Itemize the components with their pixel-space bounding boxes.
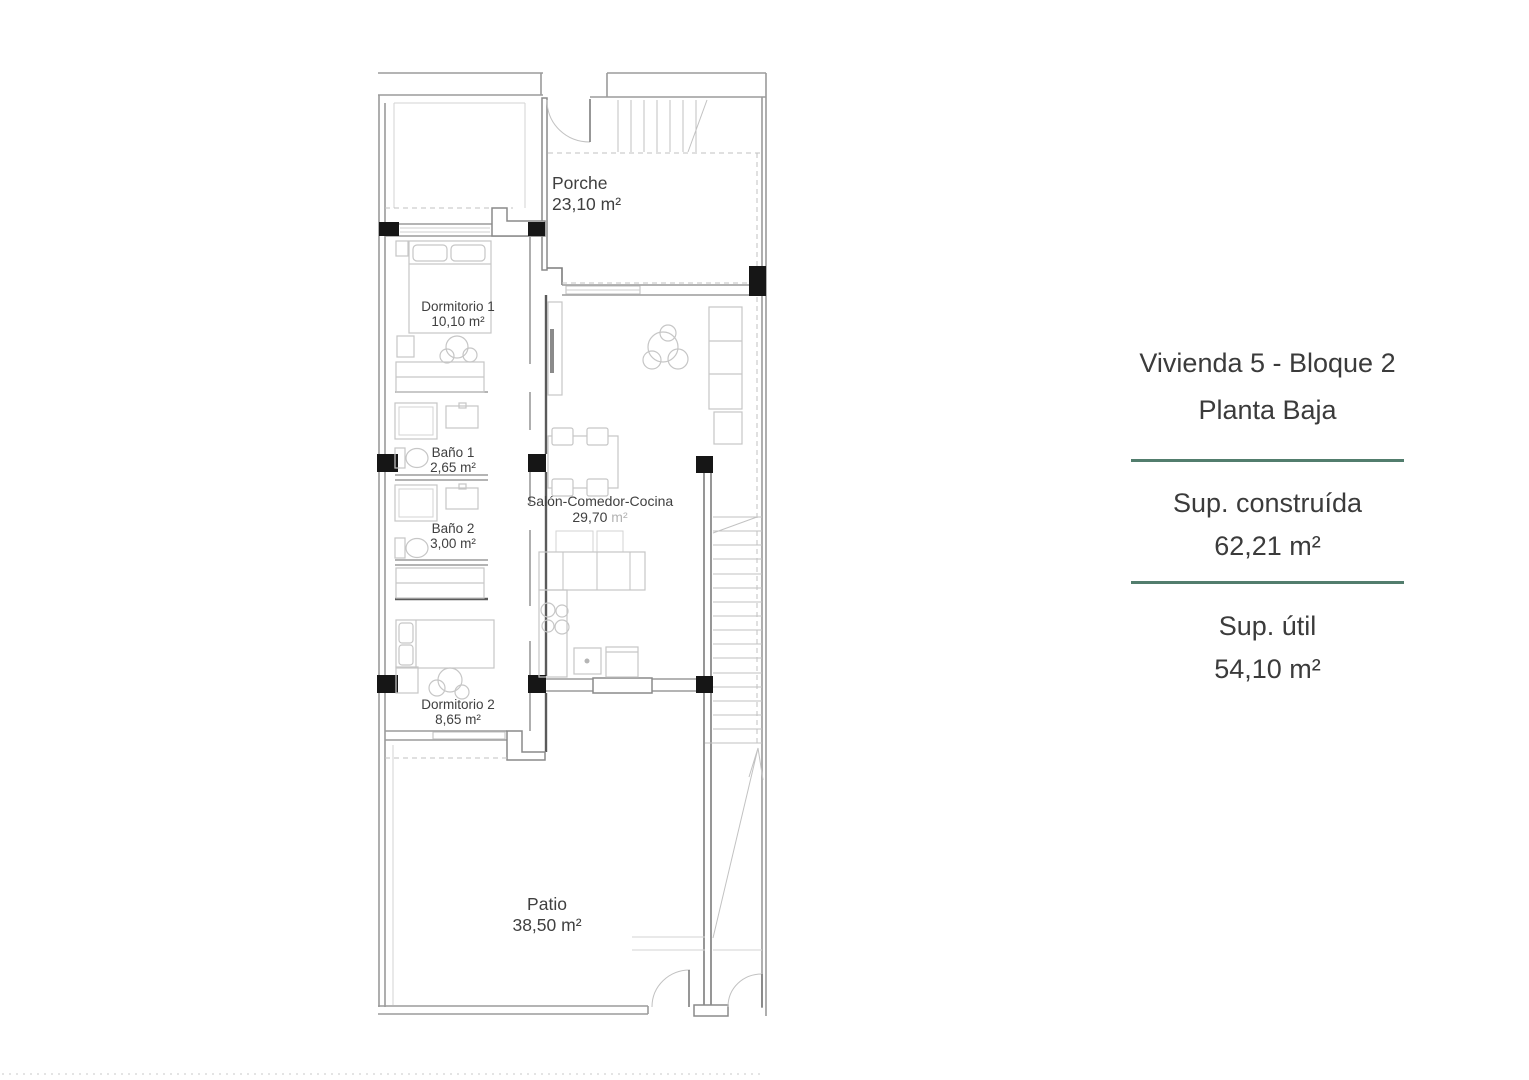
furniture-bedroom2 <box>396 620 494 699</box>
room-area: 3,00 m² <box>430 536 476 551</box>
neighbour-area <box>385 103 525 208</box>
room-label-bano2 <box>430 521 476 551</box>
room-name: Patio <box>527 894 567 914</box>
divider <box>1131 459 1404 462</box>
stairs-upper <box>618 100 707 152</box>
kitchen-bottom-wall <box>546 678 697 693</box>
plan-subtitle: Planta Baja <box>1198 395 1337 425</box>
usable-surface-value: 54,10 m² <box>1214 654 1321 684</box>
room-name: Dormitorio 1 <box>421 299 495 314</box>
usable-surface-label: Sup. útil <box>1218 611 1317 641</box>
room-name: Dormitorio 2 <box>421 697 495 712</box>
room-name: Porche <box>552 173 608 193</box>
room-label-dormitorio2 <box>421 697 495 727</box>
room-label-dormitorio1 <box>421 299 495 329</box>
room-area: 29,70 m² <box>572 508 628 525</box>
room-label-bano1 <box>430 445 476 475</box>
room-label-salon <box>527 494 673 525</box>
bedroom1-window-wall <box>385 208 545 236</box>
plan-title: Vivienda 5 - Bloque 2 <box>1139 348 1396 378</box>
room-area: 38,50 m² <box>512 914 582 935</box>
room-name: Baño 2 <box>431 521 475 536</box>
room-name: Baño 1 <box>431 445 475 460</box>
room-area: 2,65 m² <box>430 460 476 475</box>
patio-walls <box>2 745 764 1074</box>
room-label-patio <box>512 894 581 935</box>
living-top-wall <box>562 285 750 295</box>
divider <box>1131 581 1404 584</box>
built-surface-label: Sup. construída <box>1172 488 1363 518</box>
room-area: 10,10 m² <box>431 314 485 329</box>
porch-boundary <box>548 153 762 746</box>
room-name: Salón-Comedor-Cocina <box>526 493 674 509</box>
info-panel <box>1131 348 1404 708</box>
furniture-kitchen <box>539 531 645 677</box>
built-surface-value: 62,21 m² <box>1214 531 1321 561</box>
bedroom2-bottom-wall <box>385 731 545 760</box>
stairs-mid <box>632 473 763 1008</box>
room-area: 8,65 m² <box>435 712 481 727</box>
room-label-porche <box>552 173 621 214</box>
room-area: 23,10 m² <box>552 193 622 214</box>
